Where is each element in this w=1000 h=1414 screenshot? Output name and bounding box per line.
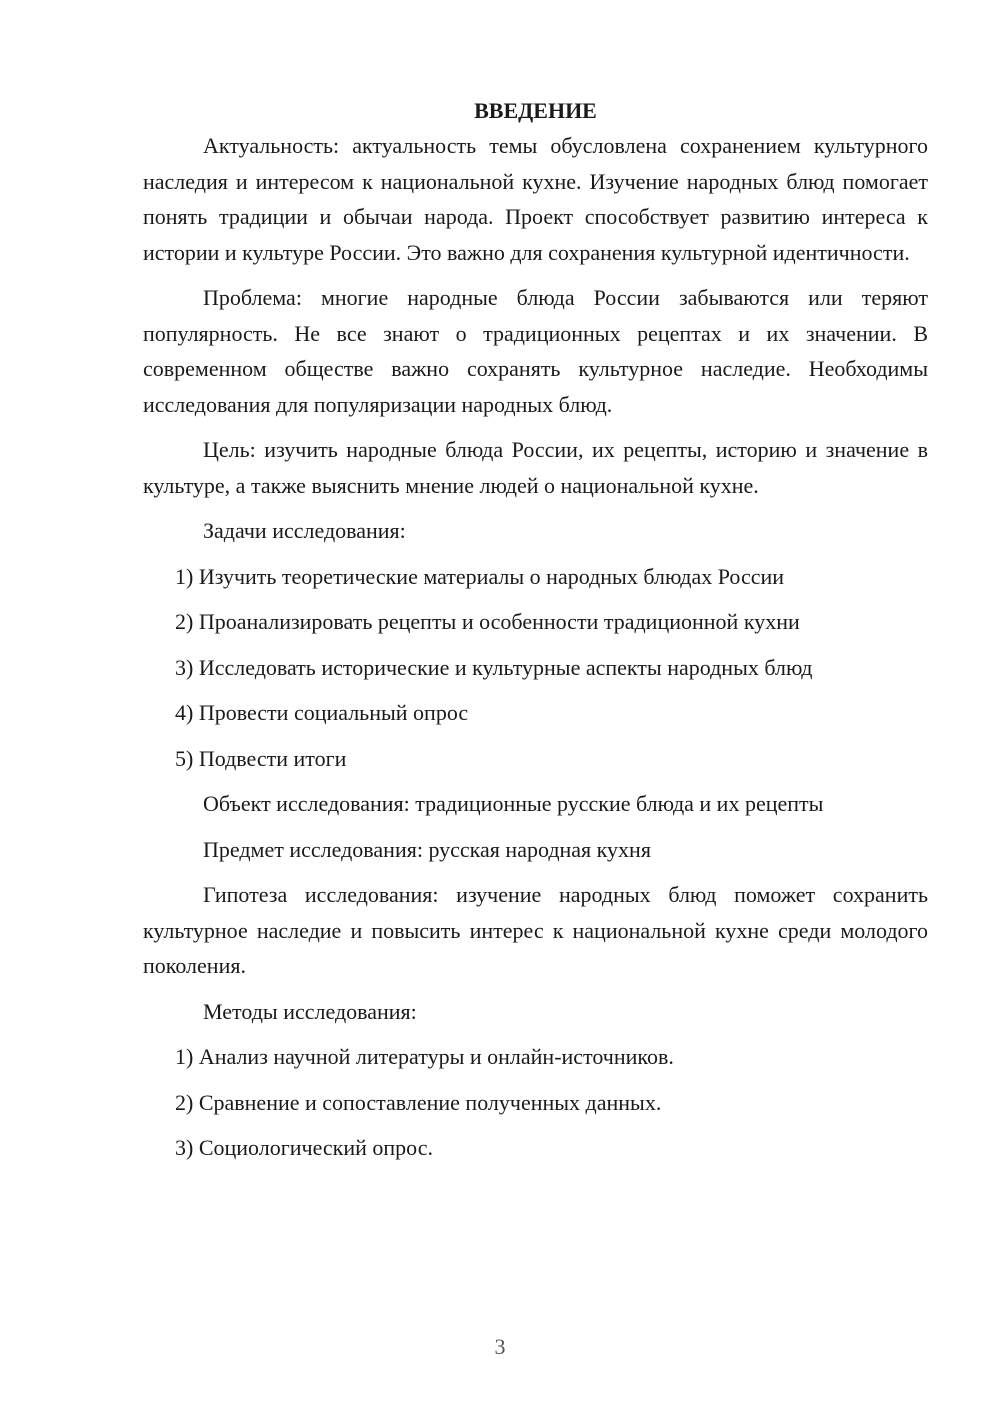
method-item: 3) Социологический опрос. [175, 1135, 433, 1160]
page-title: ВВЕДЕНИЕ [474, 98, 597, 123]
subject-line: Предмет исследования: русская народная кухня [203, 836, 651, 862]
task-item: 3) Исследовать исторические и культурные аспекты народных блюд [175, 654, 813, 680]
task-item: 5) Подвести итоги [175, 745, 347, 771]
problem-paragraph: Проблема: многие народные блюда России забываются или теряют популярность. Не все знают о традиционных рецептах и их значении. В современном обществе важно сохранять культурное наследие. Необходимы исследования для популяризации народных блюд. [143, 285, 928, 417]
method-item: 1) Анализ научной литературы и онлайн-источников. [175, 1044, 674, 1069]
task-item: 1) Изучить теоретические материалы о народных блюдах России [175, 563, 785, 589]
object-line: Объект исследования: традиционные русские блюда и их рецепты [203, 791, 824, 816]
task-item: 2) Проанализировать рецепты и особенности традиционной кухни [175, 609, 800, 634]
methods-heading: Методы исследования: [203, 998, 417, 1024]
task-item: 4) Провести социальный опрос [175, 700, 469, 725]
method-item: 2) Сравнение и сопоставление полученных данных. [175, 1089, 662, 1115]
relevance-paragraph: Актуальность: актуальность темы обусловлена сохранением культурного наследия и интересом к национальной кухне. Изучение народных блюд помогает понять традиции и обычаи народа. Проект способствует развитию интереса к истории и культуре России. Это важно для сохранения культурной идентичности. [143, 133, 928, 265]
hypothesis-paragraph: Гипотеза исследования: изучение народных блюд поможет сохранить культурное наследие и повысить интерес к национальной кухне среди молодого поколения. [143, 882, 928, 978]
goal-paragraph: Цель: изучить народные блюда России, их рецепты, историю и значение в культуре, а также выяснить мнение людей о национальной кухне. [143, 437, 928, 498]
document-body [143, 96, 928, 1176]
page-number: 3 [494, 1334, 506, 1359]
tasks-heading: Задачи исследования: [203, 518, 406, 543]
